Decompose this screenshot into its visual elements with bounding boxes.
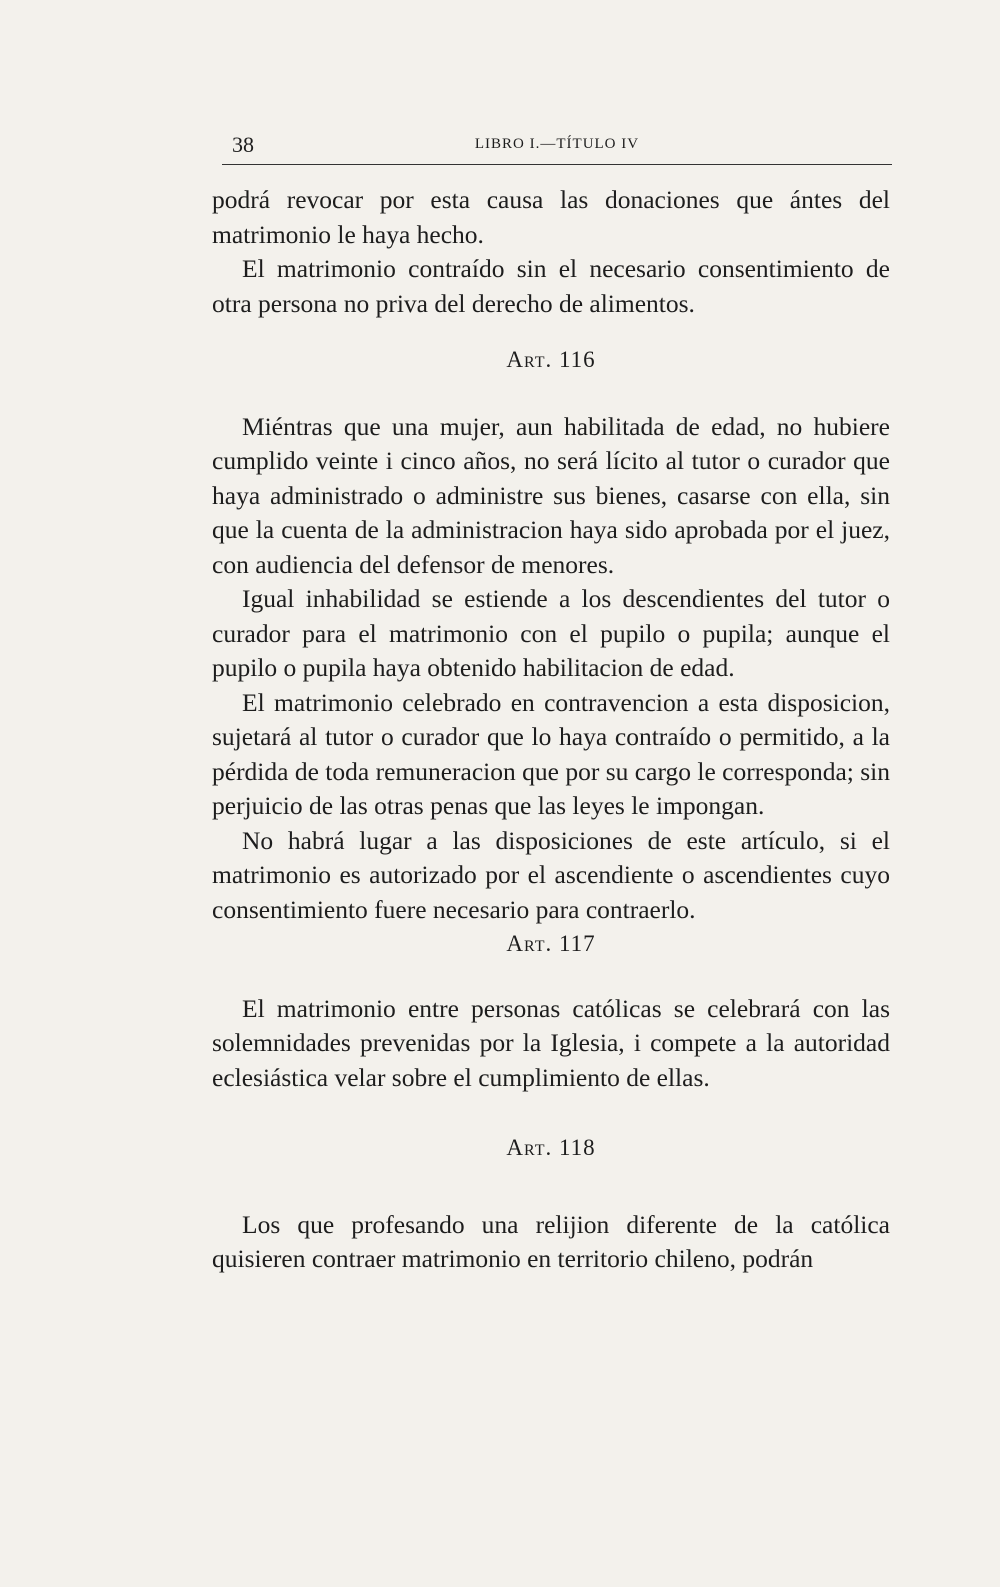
paragraph: No habrá lugar a las disposiciones de este artículo, si el matrimonio es autorizado por el ascendiente o ascendientes cuyo consentimiento fuere necesario para contraerlo. bbox=[212, 825, 890, 924]
paragraph: El matrimonio contraído sin el necesario consentimiento de otra persona no priva del derecho de alimentos. bbox=[212, 254, 890, 318]
paragraph: El matrimonio entre personas católicas se celebrará con las solemnidades prevenidas por la Iglesia, i compete a la autoridad eclesiástica velar sobre el cumplimiento de ellas. bbox=[212, 993, 890, 1092]
paragraph: Los que profesando una relijion diferente de la católica quisieren contraer matrimonio en territorio chileno, podrán bbox=[212, 1209, 890, 1273]
paragraph: El matrimonio celebrado en contravencion a esta disposicion, sujetará al tutor o curador que lo haya contraído o permitido, a la pérdida de toda remuneracion que por su cargo le corresponda; sin perjuicio de las otras penas que las leyes le impongan. bbox=[212, 687, 890, 820]
paragraph: Miéntras que una mujer, aun habilitada de edad, no hubiere cumplido veinte i cinco años, no será lícito al tutor o curador que haya administrado o administre sus bienes, casarse con ella, sin que la cuenta de la administracion haya sido aprobada por el juez, con audiencia del defensor de menores. bbox=[212, 411, 890, 579]
page-number: 38 bbox=[232, 132, 254, 157]
page-header bbox=[222, 132, 892, 165]
article-heading-116: Art. 116 bbox=[506, 347, 596, 372]
body-text bbox=[212, 183, 890, 1277]
article-heading-118: Art. 118 bbox=[506, 1135, 596, 1160]
running-head: LIBRO I.—TÍTULO IV bbox=[474, 136, 640, 152]
paragraph: Igual inhabilidad se estiende a los descendientes del tutor o curador para el matrimonio con el pupilo o pupila; aunque el pupilo o pupila haya obtenido habilitacion de edad. bbox=[212, 584, 890, 682]
paragraph-continuation: podrá revocar por esta causa las donaciones que ántes del matrimonio le haya hecho. bbox=[212, 185, 890, 249]
article-heading-117: Art. 117 bbox=[506, 931, 596, 956]
